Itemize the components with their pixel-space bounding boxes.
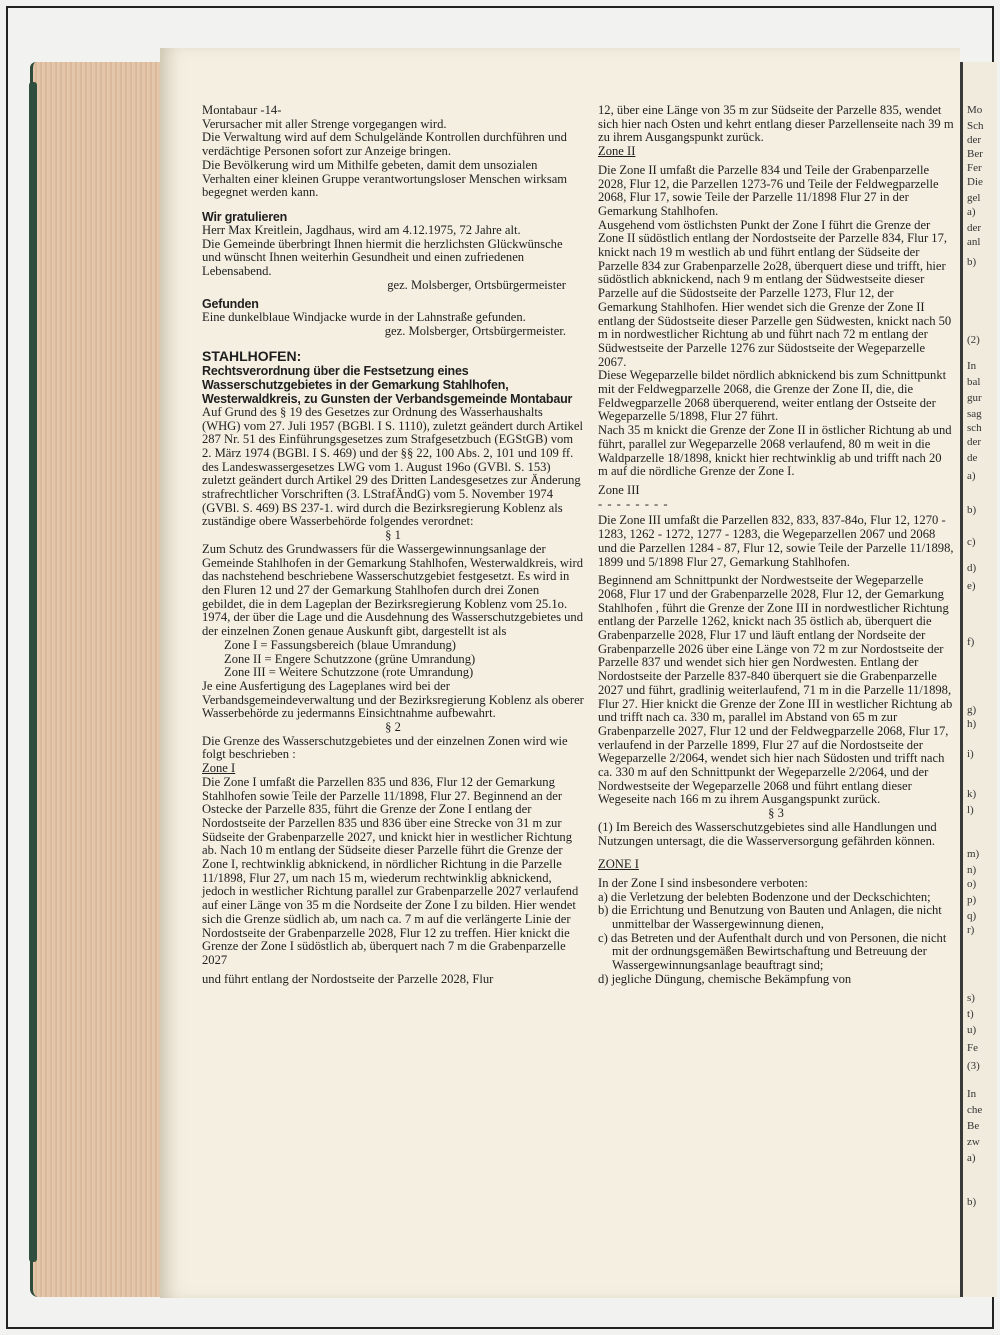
paragraph-sign: § 1 (385, 528, 401, 543)
zone-definition: Zone II = Engere Schutzzone (grüne Umrandung) (224, 651, 476, 666)
next-page-text-fragment: k) (967, 788, 977, 800)
zone-description: Diese Wegeparzelle bildet nördlich abknickend bis zum Schnittpunkt mit der Feldwegparzelle 2068, die Grenze der Zone II, die, die Feldwegparzelle 2068 überquerend, weiter entlang der Ostseite der Wegeparzelle 5/1898, Flur 27 führt. (598, 368, 947, 424)
next-page-text-fragment: anl (967, 236, 981, 248)
prohibition-item: b) die Errichtung und Benutzung von Bauten und Anlagen, die nicht unmittelbar der Wassergewinnung dienen, (598, 903, 942, 932)
next-page-text-fragment: b) (967, 1196, 977, 1208)
zone-description: Ausgehend vom östlichsten Punkt der Zone I führt die Grenze der Zone II südöstlich entlang der Nordostseite der Parzelle 834, Flur 17, knickt nach 19 m westlich ab und führt entlang der Südseite der Parzelle 834 zur Grabenparzelle 2o28, überquert diese und trifft, hier südöstlich abknickend, nach 9 m entlang der Südwestseite dieser Parzelle auf die Südostseite der Parzelle 1273, Flur 12, der Gemarkung Stahlhofen. Hier wendet sich die Grenze der Zone II entlang der Südostseite dieser Parzelle gen Südwesten, knickt nach 50 m in nordwestlicher Richtung ab und führt nach 72 m entlang der Südwestseite der Parzelle 1276 zur Südostseite der Wegeparzelle 2067. (598, 217, 952, 369)
congratulation-text: Die Gemeinde überbringt Ihnen hiermit die herzlichsten Glückwünsche und wünscht Ihnen weiterhin Gesundheit und einen zufriedenen Lebensabend. (202, 236, 563, 279)
next-page-text-fragment: (3) (967, 1060, 980, 1072)
next-page-text-fragment: sag (967, 408, 982, 420)
left-column (202, 104, 584, 986)
page-header: Montabaur -14- (202, 103, 282, 117)
prohibition-item: a) die Verletzung der belebten Bodenzone und der Deckschichten; (598, 889, 931, 904)
intro-paragraph: Die Bevölkerung wird um Mithilfe gebeten, damit dem unsozialen Verhalten einer kleinen Gruppe verantwortungsloser Menschen wirksam begegnet werden kann. (202, 157, 568, 200)
next-page-text-fragment: de (967, 452, 978, 464)
next-page-text-fragment: s) (967, 992, 975, 1004)
book-page-edges (30, 62, 163, 1297)
next-page-text-fragment: d) (967, 562, 977, 574)
signature: gez. Molsberger, Ortsbürgermeister (387, 277, 566, 292)
prohibition-item: c) das Betreten und der Aufenthalt durch und von Personen, die nicht mit der ordnungsgemäßen Bewirtschaftung und Betreuung der Wassergewinnungsanlage beauftragt sind; (598, 930, 947, 973)
zone-heading: ZONE I (598, 857, 639, 872)
next-page-text-fragment: c) (967, 536, 976, 548)
next-page-text-fragment: (2) (967, 334, 980, 346)
zone-title: Zone I (202, 761, 236, 776)
next-page-text-fragment: In (967, 360, 977, 372)
next-page-text-fragment: der (967, 134, 982, 146)
ordinance-title: Rechtsverordnung über die Festsetzung eines Wasserschutzgebietes in der Gemarkung Stahlhofen, Westerwaldkreis, zu Gunsten der Verbandsgemeinde Montabaur (202, 363, 573, 406)
paragraph-sign: § 3 (768, 806, 784, 821)
zone-description: Die Zone III umfaßt die Parzellen 832, 833, 837-84o, Flur 12, 1270 - 1283, 1262 - 1272, 1277 - 1283, die Wegeparzellen 2067 und 2068 und die Parzellen 1284 - 87, Flur 12, sowie Teile der Parzelle 11/1898, 1899 und 5/1898 Flur 27, Gemarkung Stahlhofen. (598, 513, 954, 569)
zone-title: Zone III (598, 482, 640, 497)
next-page-text-fragment: m) (967, 848, 980, 860)
underline-dashes: - - - - - - - - (598, 496, 669, 511)
next-page-text-fragment: t) (967, 1008, 974, 1020)
found-text: Eine dunkelblaue Windjacke wurde in der Lahnstraße gefunden. (202, 310, 526, 325)
paragraph-text: Zum Schutz des Grundwassers für die Wassergewinnungsanlage der Gemeinde Stahlhofen in der Gemarkung Stahlhofen, Westerwaldkreis, wird das nachstehend beschriebene Wasserschutzgebiet festgesetzt. Es wird in den Fluren 12 und 27 der Gemarkung Stahlhofen durch drei Zonen gebildet, die in dem Lageplan der Bezirksregierung Koblenz vom 25.1o. 1974, der über die Lage und die Ausdehnung des Wasserschutzgebietes und der einzelnen Zonen genaue Auskunft gibt, dargestellt ist als (202, 541, 584, 639)
next-page-text-fragment: che (967, 1104, 983, 1116)
ordinance-preamble: Auf Grund des § 19 des Gesetzes zur Ordnung des Wasserhaushalts (WHG) vom 27. Juli 1957 (BGBl. I S. 1110), zuletzt geändert durch Artikel 287 Nr. 51 des Einführungsgesetzes zum Strafgesetzbuch (EGStGB) vom 2. März 1974 (BGBl. I S. 469) und der §§ 22, 100 Abs. 2, 101 und 109 ff. des Landeswassergesetzes LWG vom 1. August 196o (GVBl. S. 153) zuletzt geändert durch Artikel 29 des Dritten Landesgesetzes zur Änderung strafrechtlicher Vorschriften (3. LStrafÄndG) vom 5. November 1974 (GVBl. S. 469) BS 237-1. wird durch die Bezirksregierung Koblenz als zuständige obere Wasserbehörde folgendes verordnet: (202, 404, 584, 529)
next-page-text-fragment: i) (967, 748, 974, 760)
next-page-text-fragment: n) (967, 864, 977, 876)
zone-description: Die Zone II umfaßt die Parzelle 834 und Teile der Grabenparzelle 2028, Flur 12, die Parzellen 1273-76 und Teile der Feldwegparzelle 2068, Flur 17, sowie Teile der Parzelle 11/1898 Flur 27 in der Gemarkung Stahlhofen. (598, 162, 939, 218)
next-page-text-fragment: sch (967, 422, 982, 434)
intro-line: Verursacher mit aller Strenge vorgegangen wird. (202, 116, 447, 131)
next-page-fragment (960, 62, 997, 1297)
next-page-text-fragment: o) (967, 878, 977, 890)
next-page-text-fragment: g) (967, 704, 977, 716)
prohibition-intro: In der Zone I sind insbesondere verboten: (598, 875, 808, 890)
next-page-text-fragment: Be (967, 1120, 980, 1132)
next-page-text-fragment: p) (967, 894, 977, 906)
next-page-text-fragment: Sch (967, 120, 984, 132)
next-page-text-fragment: b) (967, 504, 977, 516)
place-heading: STAHLHOFEN: (202, 347, 302, 364)
next-page-text-fragment: a) (967, 470, 976, 482)
next-page-text-fragment: u) (967, 1024, 977, 1036)
zone-definition: Zone I = Fassungsbereich (blaue Umrandung) (224, 637, 456, 652)
next-page-text-fragment: zw (967, 1136, 980, 1148)
next-page-text-fragment: b) (967, 256, 977, 268)
paragraph-text: Die Grenze des Wasserschutzgebietes und der einzelnen Zonen wird wie folgt beschrieben : (202, 733, 568, 762)
paragraph-text: (1) Im Bereich des Wasserschutzgebietes sind alle Handlungen und Nutzungen untersagt, die die Wasserversorgung gefährden können. (598, 819, 937, 848)
next-page-text-fragment: Fe (967, 1042, 978, 1054)
next-page-text-fragment: In (967, 1088, 977, 1100)
next-page-text-fragment: Mo (967, 104, 983, 116)
next-page-text-fragment: e) (967, 580, 976, 592)
next-page-text-fragment: gur (967, 392, 982, 404)
next-page-text-fragment: der (967, 436, 982, 448)
next-page-text-fragment: r) (967, 924, 975, 936)
next-page-text-fragment: gel (967, 192, 981, 204)
zone-title: Zone II (598, 144, 636, 159)
next-page-text-fragment: h) (967, 718, 977, 730)
section-heading-gefunden: Gefunden (202, 297, 259, 312)
next-page-text-fragment: Fer (967, 162, 982, 174)
zone-description: Nach 35 m knickt die Grenze der Zone II in östlicher Richtung ab und führt, parallel zur Wegeparzelle 2068 verlaufend, 80 m weit in die Waldparzelle 18/1898, knickt hier rechtwinklig ab und trifft nach 20 m auf die nördliche Grenze der Zone I. (598, 423, 952, 479)
paragraph-sign: § 2 (385, 720, 401, 735)
congratulation-text: Herr Max Kreitlein, Jagdhaus, wird am 4.12.1975, 72 Jahre alt. (202, 222, 521, 237)
next-page-text-fragment: Die (967, 176, 983, 188)
next-page-text-fragment: q) (967, 910, 977, 922)
signature: gez. Molsberger, Ortsbürgermeister. (384, 324, 566, 339)
zone-definition: Zone III = Weitere Schutzzone (rote Umrandung) (224, 665, 474, 680)
zone-description: Beginnend am Schnittpunkt der Nordwestseite der Wegeparzelle 2068, Flur 17 und der Grabenparzelle 2028, Flur 12, der Gemarkung Stahlhofen , führt die Grenze der Zone III in nordwestlicher Richtung entlang der Parzelle 1262, knickt nach 35 östlich ab, überquert die Grabenparzelle 2028, Flur 17 und läuft entlang der Nordseite der Grabenparzelle 2026 über eine Länge von 72 m zur Nordostseite der Parzelle 837 und wendet sich hier gen Nordwesten. Entlang der Nordostseite der Parzelle 837-840 überquert sie die Grabenparzelle 2027 und führt, gradlinig weiterlaufend, 71 m in die Parzelle 11/1898, Flur 27. Hier knickt die Grenze der Zone III in westlicher Richtung ab und trifft nach ca. 330 m, parallel im Abstand von 65 m zur Grabenparzelle 2027, Flur 12 und der Feldwegparzelle 2068, Flur 17, verlaufend in der Parzelle 1899, Flur 27 auf die Nordostseite der Wegeparzelle 2/2064, wendet sich hier nach Südosten und trifft nach ca. 330 m auf den Schnittpunkt der Wegeparzelle 2/2064, und der Nordwestseite der Wegeparzelle 2068 und führt entlang dieser Wegeseite nach 166 m zu ihrem Ausgangspunkt zurück. (598, 573, 953, 807)
next-page-text-fragment: Ber (967, 148, 983, 160)
intro-paragraph: Die Verwaltung wird auf dem Schulgelände Kontrollen durchführen und verdächtige Personen sofort zur Anzeige bringen. (202, 130, 567, 159)
zone-description-end: und führt entlang der Nordostseite der Parzelle 2028, Flur (202, 971, 494, 986)
section-heading-wir-gratulieren: Wir gratulieren (202, 209, 288, 224)
paragraph-text: Je eine Ausfertigung des Lageplanes wird bei der Verbandsgemeindeverwaltung und der Bezirksregierung Koblenz als oberer Wasserbehörde zu jedermanns Einsichtnahme aufbewahrt. (202, 678, 584, 721)
next-page-text-fragment: der (967, 222, 982, 234)
zone-description: Die Zone I umfaßt die Parzellen 835 und 836, Flur 12 der Gemarkung Stahlhofen sowie Teile der Parzelle 11/1898, Flur 27. Beginnend an der Ostecke der Parzelle 835, führt die Grenze der Zone I entlang der Nordostseite der Parzellen 835 und 836 über eine Strecke von 31 m zur Südseite der Grabenparzelle 2027, und knickt hier in westlicher Richtung ab. Nach 10 m entlang der Südseite dieser Parzelle führt die Grenze der Zone I, rechtwinklig abknickend, in nördlicher Richtung in die Parzelle 11/1898, Flur 27, um nach 15 m, wiederum rechtwinklig abknickend, jedoch in westlicher Richtung parallel zur Grabenparzelle 2027 verlaufend auf einer Länge von 35 m die Nordseite der Zone I zu bilden. Hier wendet sich die Grenze südlich ab, um nach ca. 7 m auf die verlängerte Linie der Nordostseite der Grabenparzelle 2028, Flur 12 zu treffen. Hier knickt die Grenze der Zone I südöstlich ab, überquert nach 7 m die Grabenparzelle 2027 (202, 774, 579, 967)
prohibition-item: d) jegliche Düngung, chemische Bekämpfung von (598, 971, 852, 986)
next-page-text-fragment: f) (967, 636, 975, 648)
next-page-text-fragment: a) (967, 206, 976, 218)
next-page-text-fragment: a) (967, 1152, 976, 1164)
next-page-text-fragment: bal (967, 376, 981, 388)
right-column (598, 104, 954, 987)
zone-description: 12, über eine Länge von 35 m zur Südseite der Parzelle 835, wendet sich hier nach Osten und kehrt entlang dieser Parzellenseite nach 39 m zu ihrem Ausgangspunkt zurück. (598, 103, 954, 145)
next-page-text-fragment: l) (967, 804, 974, 816)
